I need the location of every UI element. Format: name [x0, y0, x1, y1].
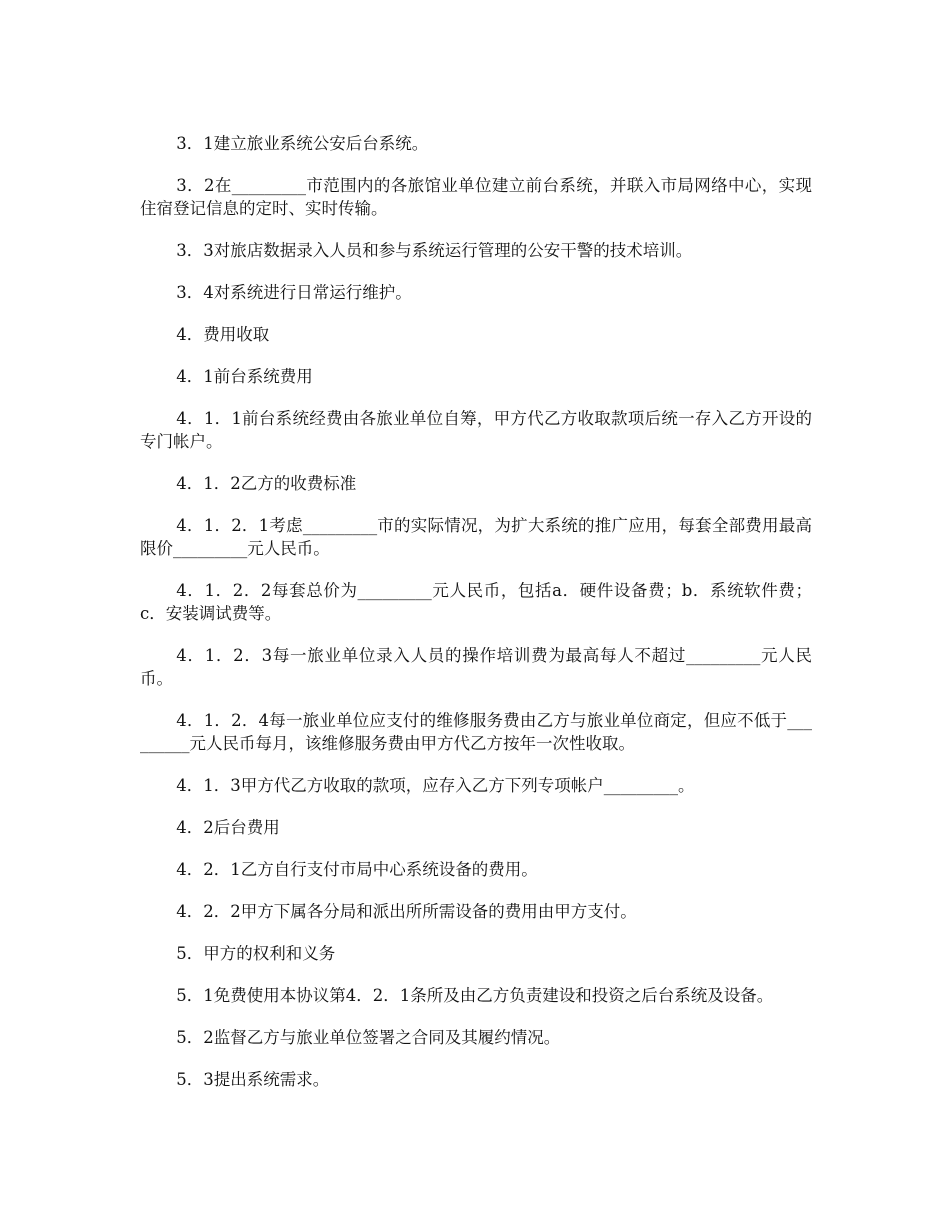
document-body — [140, 132, 812, 1110]
paragraph-4-1-3: 4．1．3甲方代乙方收取的款项，应存入乙方下列专项帐户_________。 — [176, 776, 695, 795]
paragraph-4-1-2-4: 4．1．2．4每一旅业单位应支付的维修服务费由乙方与旅业单位商定，但应不低于_________元人民币每月，该维修服务费由甲方代乙方按年一次性收取。 — [140, 711, 812, 753]
section-heading-4: 4．费用收取 — [176, 325, 270, 344]
section-heading-5: 5．甲方的权利和义务 — [176, 944, 336, 963]
paragraph-3-1: 3．1建立旅业系统公安后台系统。 — [176, 134, 429, 153]
paragraph-5-1: 5．1免费使用本协议第4．2．1条所及由乙方负责建设和投资之后台系统及设备。 — [176, 986, 774, 1005]
paragraph-4-1-2-2: 4．1．2．2每套总价为_________元人民币，包括a．硬件设备费；b．系统软件费；c．安装调试费等。 — [140, 581, 812, 623]
paragraph-3-4: 3．4对系统进行日常运行维护。 — [176, 283, 412, 302]
paragraph-4-1: 4．1前台系统费用 — [176, 367, 313, 386]
paragraph-3-3: 3．3对旅店数据录入人员和参与系统运行管理的公安干警的技术培训。 — [176, 241, 693, 260]
paragraph-4-1-2-3: 4．1．2．3每一旅业单位录入人员的操作培训费为最高每人不超过_________元人民币。 — [140, 646, 812, 688]
paragraph-4-1-2-1: 4．1．2．1考虑_________市的实际情况，为扩大系统的推广应用，每套全部费用最高限价_________元人民币。 — [140, 516, 812, 558]
paragraph-5-3: 5．3提出系统需求。 — [176, 1070, 330, 1089]
paragraph-4-2-2: 4．2．2甲方下属各分局和派出所所需设备的费用由甲方支付。 — [176, 902, 637, 921]
paragraph-5-2: 5．2监督乙方与旅业单位签署之合同及其履约情况。 — [176, 1028, 561, 1047]
paragraph-4-1-2: 4．1．2乙方的收费标准 — [176, 474, 357, 493]
paragraph-4-2: 4．2后台费用 — [176, 818, 280, 837]
paragraph-3-2: 3．2在_________市范围内的各旅馆业单位建立前台系统，并联入市局网络中心，实现住宿登记信息的定时、实时传输。 — [140, 176, 812, 218]
paragraph-4-1-1: 4．1．1前台系统经费由各旅业单位自筹，甲方代乙方收取款项后统一存入乙方开设的专门帐户。 — [140, 409, 812, 451]
paragraph-4-2-1: 4．2．1乙方自行支付市局中心系统设备的费用。 — [176, 860, 538, 879]
